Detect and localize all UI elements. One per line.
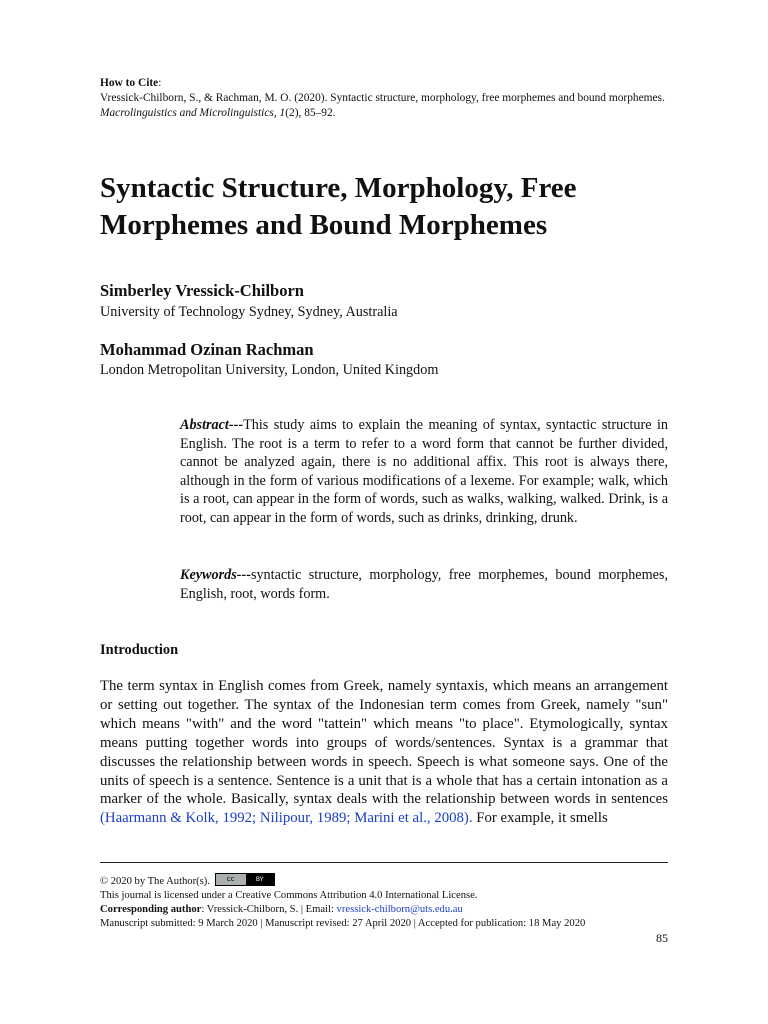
introduction-body: The term syntax in English comes from Greek, namely syntaxis, which means an arrangement or setting out together. The syntax of the Indonesian term comes from Greek, namely "sun" which means "with" and the word "tattein" which means "to place". Etymologically, syntax means putting together words into groups of words/sentences. Syntax is a grammar that discusses the relationship between words in speech. Speech is what someone says. One of the units of speech is a sentence. Sentence is a unit that is a whole that has a certain intonation as a marker of the whole. Basically, syntax deals with the relationship between words in sentences (Haarmann & Kolk, 1992; Nilipour, 1989; Marini et al., 2008). For example, it smells [100, 678, 668, 827]
how-to-cite [100, 76, 670, 121]
abstract-text: This study aims to explain the meaning of syntax, syntactic structure in English. The root is a term to refer to a word form that cannot be further divided, cannot be analyzed again, there is no additional affix. This root is always there, although in the form of various modifications of a lexeme. For example; walk, which is a root, can appear in the form of words, such as walks, walking, walked. Drink, is a root, can appear in the form of words, such as drinks, drinking, drunk. [180, 417, 668, 526]
author-2-affiliation: London Metropolitan University, London, United Kingdom [100, 362, 439, 378]
author-1-affiliation: University of Technology Sydney, Sydney, Australia [100, 304, 398, 320]
footer-divider [100, 862, 668, 863]
author-2-name: Mohammad Ozinan Rachman [100, 340, 314, 359]
how-to-cite-heading: How to Cite: [100, 77, 162, 89]
citation-text: Vressick-Chilborn, S., & Rachman, M. O. (2020). Syntactic structure, morphology, free morphemes and bound morphemes. Macrolinguistics and Microlinguistics, 1(2), 85–92. [100, 92, 665, 119]
abstract [180, 416, 668, 528]
keywords-text: syntactic structure, morphology, free morphemes, bound morphemes, English, root, words form. [180, 567, 668, 602]
page-number: 85 [656, 931, 668, 945]
paper-title: Syntactic Structure, Morphology, Free Morphemes and Bound Morphemes [100, 172, 577, 241]
introduction-heading: Introduction [100, 642, 179, 658]
license-line: This journal is licensed under a Creative Commons Attribution 4.0 International License. [100, 890, 478, 901]
abstract-label: Abstract--- [180, 417, 244, 433]
corresponding-author-line: Corresponding author: Vressick-Chilborn, S. | Email: vressick-chilborn@uts.edu.au [100, 904, 463, 915]
manuscript-dates: Manuscript submitted: 9 March 2020 | Manuscript revised: 27 April 2020 | Accepted for publication: 18 May 2020 [100, 918, 586, 929]
copyright-line: © 2020 by The Author(s). cc BY [100, 873, 670, 889]
keywords-label: Keywords--- [180, 567, 251, 583]
author-email-link[interactable]: vressick-chilborn@uts.edu.au [336, 904, 463, 915]
journal-name: Macrolinguistics and Microlinguistics [100, 107, 274, 119]
footer [100, 873, 670, 931]
cc-by-license-icon[interactable]: cc BY [215, 873, 275, 886]
reference-citation[interactable]: (Haarmann & Kolk, 1992; Nilipour, 1989; Marini et al., 2008). [100, 810, 473, 827]
keywords [180, 566, 668, 603]
author-1-name: Simberley Vressick-Chilborn [100, 281, 304, 300]
